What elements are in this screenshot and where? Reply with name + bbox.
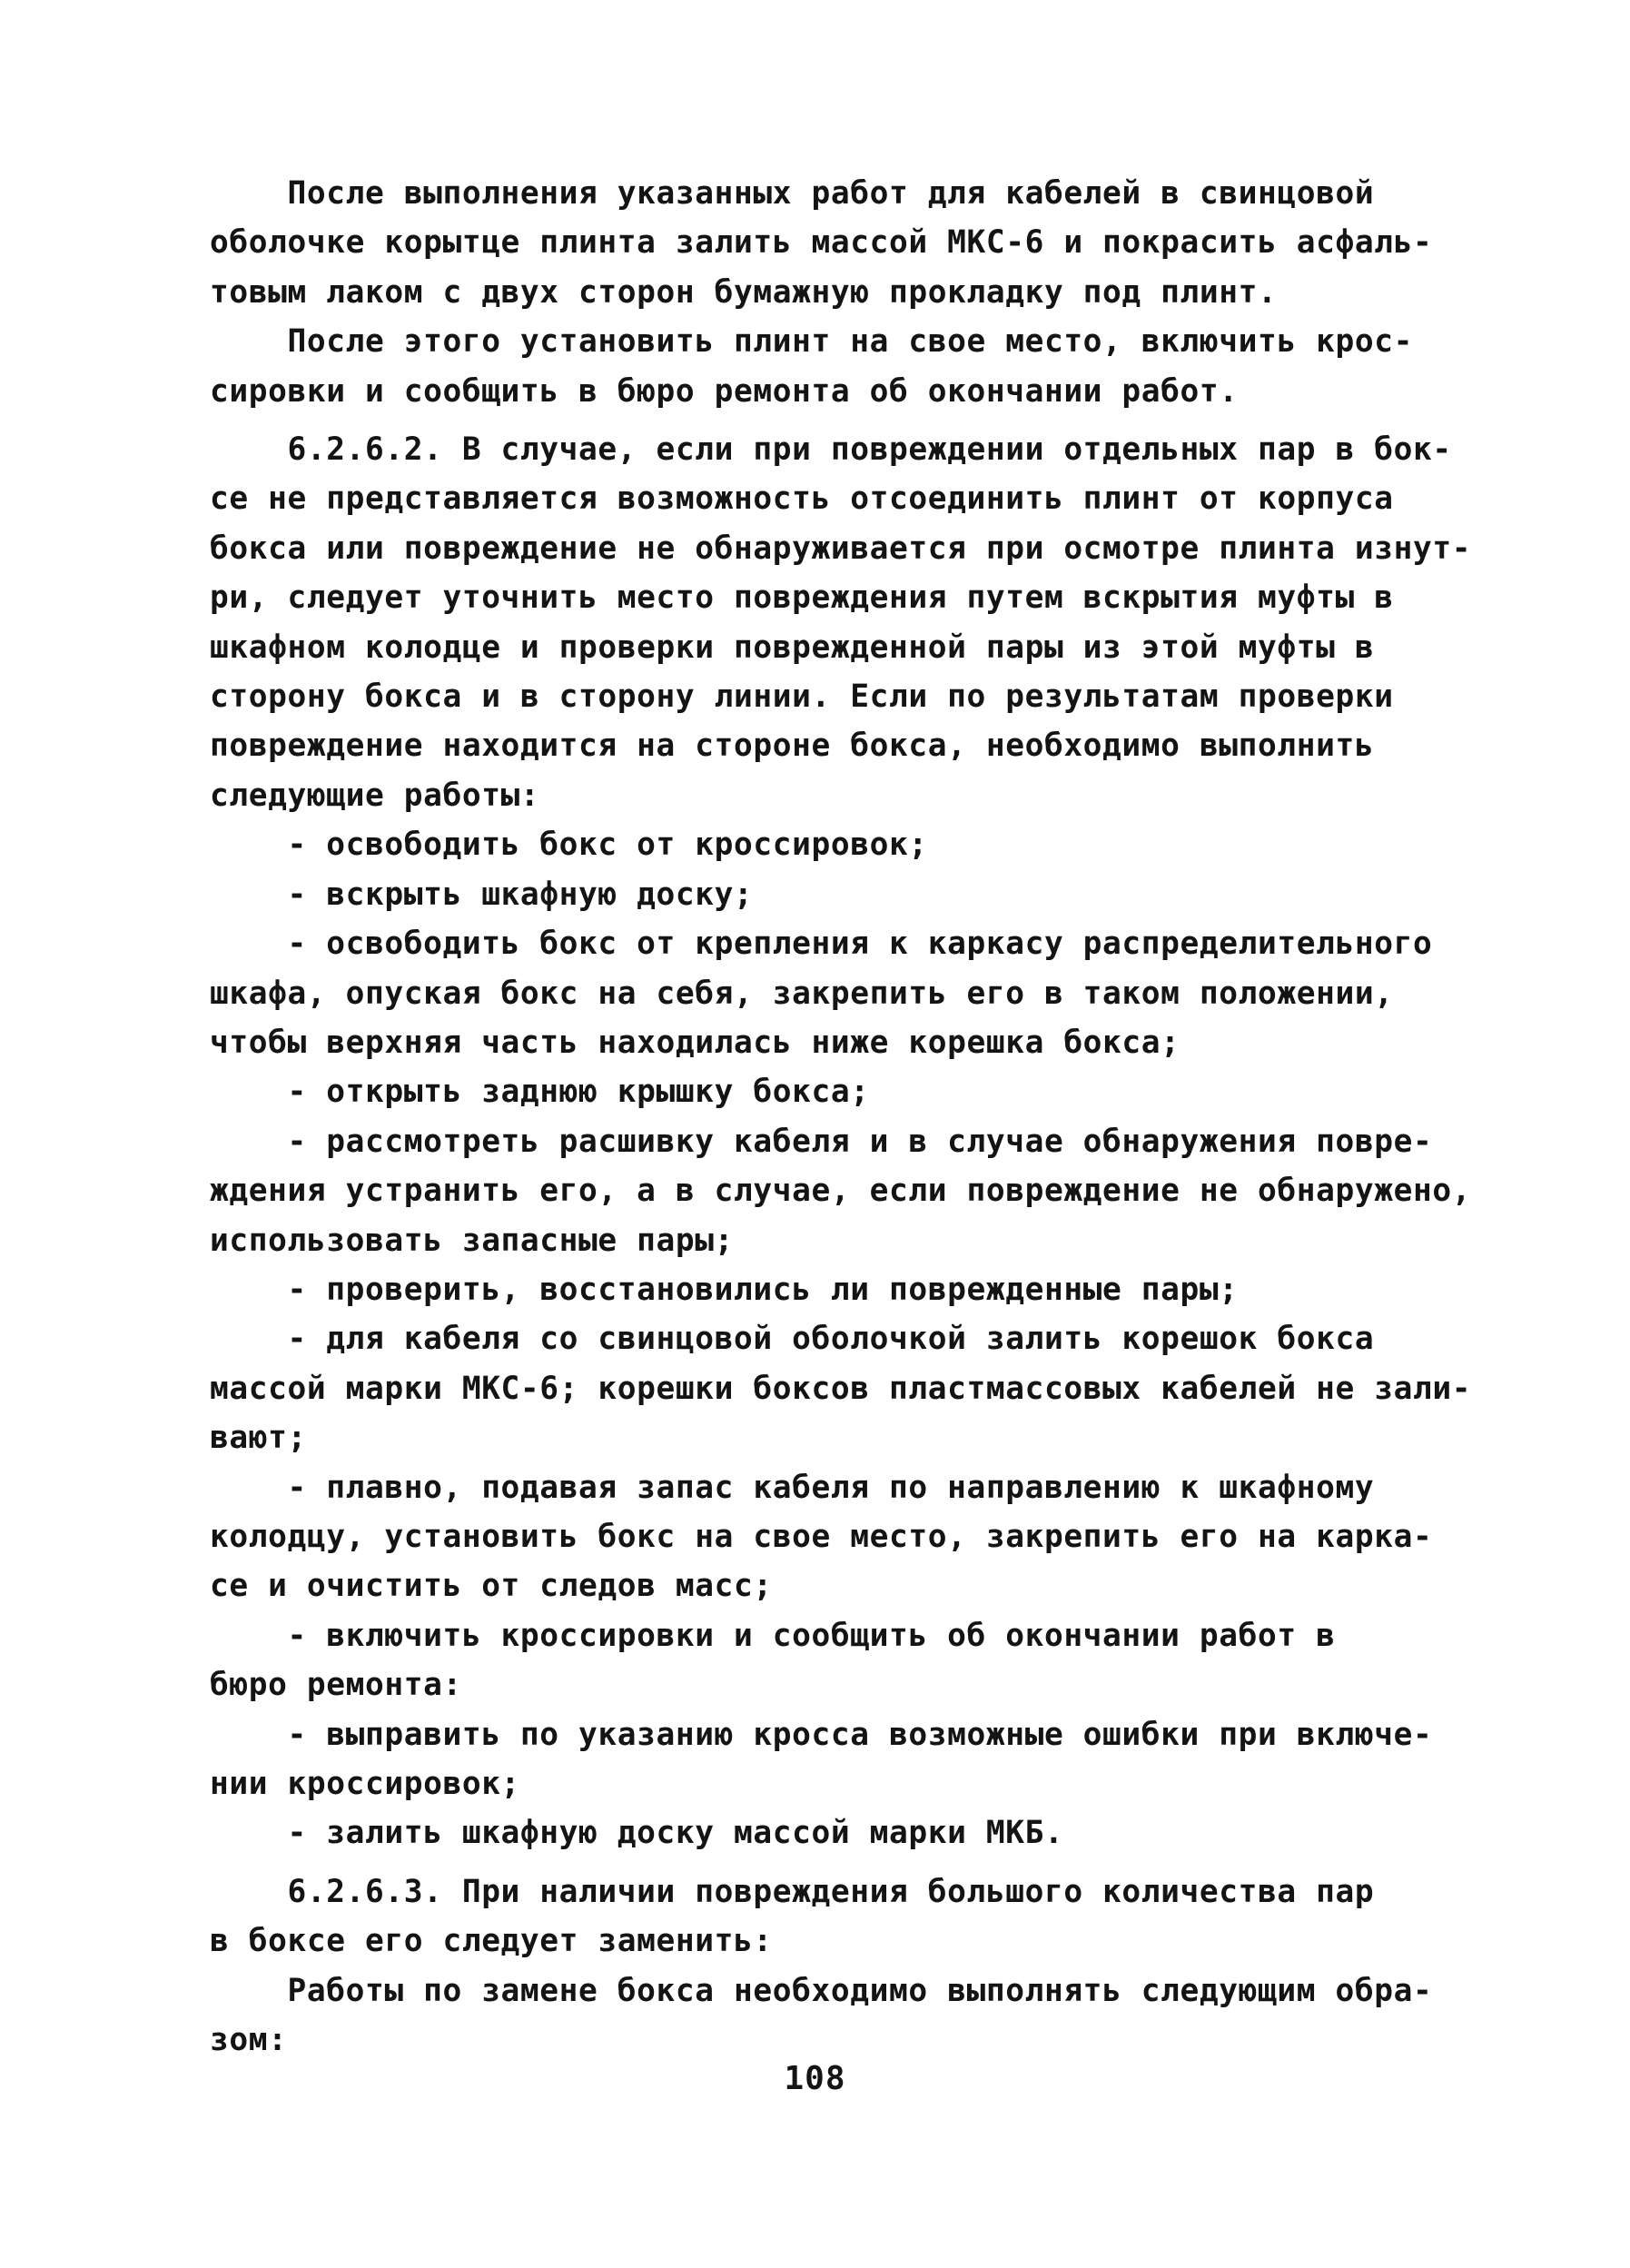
page-number: 108 (784, 2060, 846, 2097)
paragraph-section-6-2-6-3: 6.2.6.3. При наличии повреждения большого количества пар в боксе его следует заменить: Работы по замене бокса необходимо выполнять следующим обра- зом: (210, 1873, 1433, 2059)
paragraph-cable-work-completion: После выполнения указанных работ для кабелей в свинцовой оболочке корытце плинта залить массой МКС-6 и покрасить асфаль- товым лаком с двух сторон бумажную прокладку под плинт. После этого установить плинт на свое место, включить крос- сировки и сообщить в бюро ремонта об окончании работ. (210, 175, 1433, 410)
paragraph-section-6-2-6-2: 6.2.6.2. В случае, если при повреждении отдельных пар в бок- се не представляется возможность отсоединить плинт от корпуса бокса или повреждение не обнаруживается при осмотре плинта изнут- ри, следует уточнить место повреждения путем вскрытия муфты в шкафном колодце и проверки поврежденной пары из этой муфты в сторону бокса и в сторону линии. Если по результатам проверки повреждение находится на стороне бокса, необходимо выполнить следующие работы: - освободить бокс от кроссировок; - вскрыть шкафную доску; - освободить бокс от крепления к каркасу распределительного шкафа, опуская бокс на себя, закрепить его в таком положении, чтобы верхняя часть находилась ниже корешка бокса; - открыть заднюю крышку бокса; - рассмотреть расшивку кабеля и в случае обнаружения повре- ждения устранить его, а в случае, если повреждение не обнаружено, использовать запасные пары; - проверить, восстановились ли поврежденные пары; - для кабеля со свинцовой оболочкой залить корешок бокса массой марки МКС-6; корешки боксов пластмассовых кабелей не зали- вают; - плавно, подавая запас кабеля по направлению к шкафному колодцу, установить бокс на свое место, закрепить его на карка- се и очистить от следов масс; - включить кроссировки и сообщить об окончании работ в бюро ремонта: - выправить по указанию кросса возможные ошибки при включе- нии кроссировок; - залить шкафную доску массой марки МКБ. (210, 431, 1472, 1852)
body-text (210, 169, 1472, 2065)
